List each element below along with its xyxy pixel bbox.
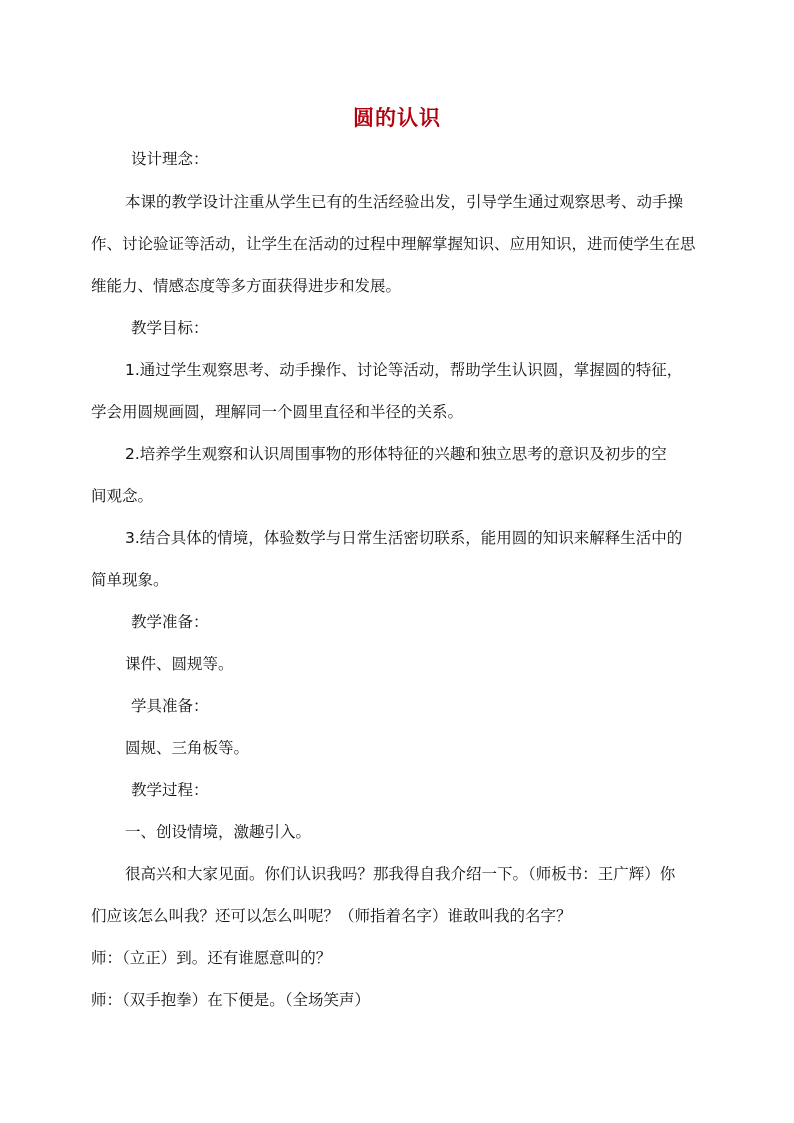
goal-item-2-cont: 间观念。	[91, 487, 154, 505]
goal-item-3: 3.结合具体的情境，体验数学与日常生活密切联系，能用圆的知识来解释生活中的	[125, 529, 683, 547]
paragraph-line: 本课的教学设计注重从学生已有的生活经验出发，引导学生通过观察思考、动手操	[125, 193, 684, 211]
paragraph-line: 作、讨论验证等活动，让学生在活动的过程中理解掌握知识、应用知识，进而使学生在思	[91, 235, 696, 253]
goal-item-3-cont: 简单现象。	[91, 571, 169, 589]
student-prep-content: 圆规、三角板等。	[125, 739, 250, 757]
paragraph-line: 很高兴和大家见面。你们认识我吗？那我得自我介绍一下。（师板书：王广辉）你	[125, 865, 676, 883]
section-heading-design-concept: 设计理念：	[131, 150, 209, 168]
dialogue-line: 师：（立正）到。还有谁愿意叫的？	[91, 949, 332, 967]
section-heading-teaching-process: 教学过程：	[131, 781, 209, 799]
goal-item-1: 1.通过学生观察思考、动手操作、讨论等活动，帮助学生认识圆，掌握圆的特征，	[125, 361, 683, 379]
goal-item-2: 2.培养学生观察和认识周围事物的形体特征的兴趣和独立思考的意识及初步的空	[125, 445, 667, 463]
process-step-1-heading: 一、创设情境，激趣引入。	[125, 823, 312, 841]
paragraph-line: 们应该怎么叫我？还可以怎么叫呢？（师指着名字）谁敢叫我的名字？	[91, 907, 572, 925]
goal-item-1-cont: 学会用圆规画圆，理解同一个圆里直径和半径的关系。	[91, 403, 464, 421]
dialogue-line: 师：（双手抱拳）在下便是。（全场笑声）	[91, 991, 371, 1009]
teaching-prep-content: 课件、圆规等。	[125, 655, 234, 673]
section-heading-teaching-goals: 教学目标：	[131, 319, 209, 337]
paragraph-line: 维能力、情感态度等多方面获得进步和发展。	[91, 277, 402, 295]
document-title: 圆的认识	[353, 105, 441, 130]
section-heading-teaching-prep: 教学准备：	[131, 613, 209, 631]
section-heading-student-prep: 学具准备：	[131, 697, 209, 715]
